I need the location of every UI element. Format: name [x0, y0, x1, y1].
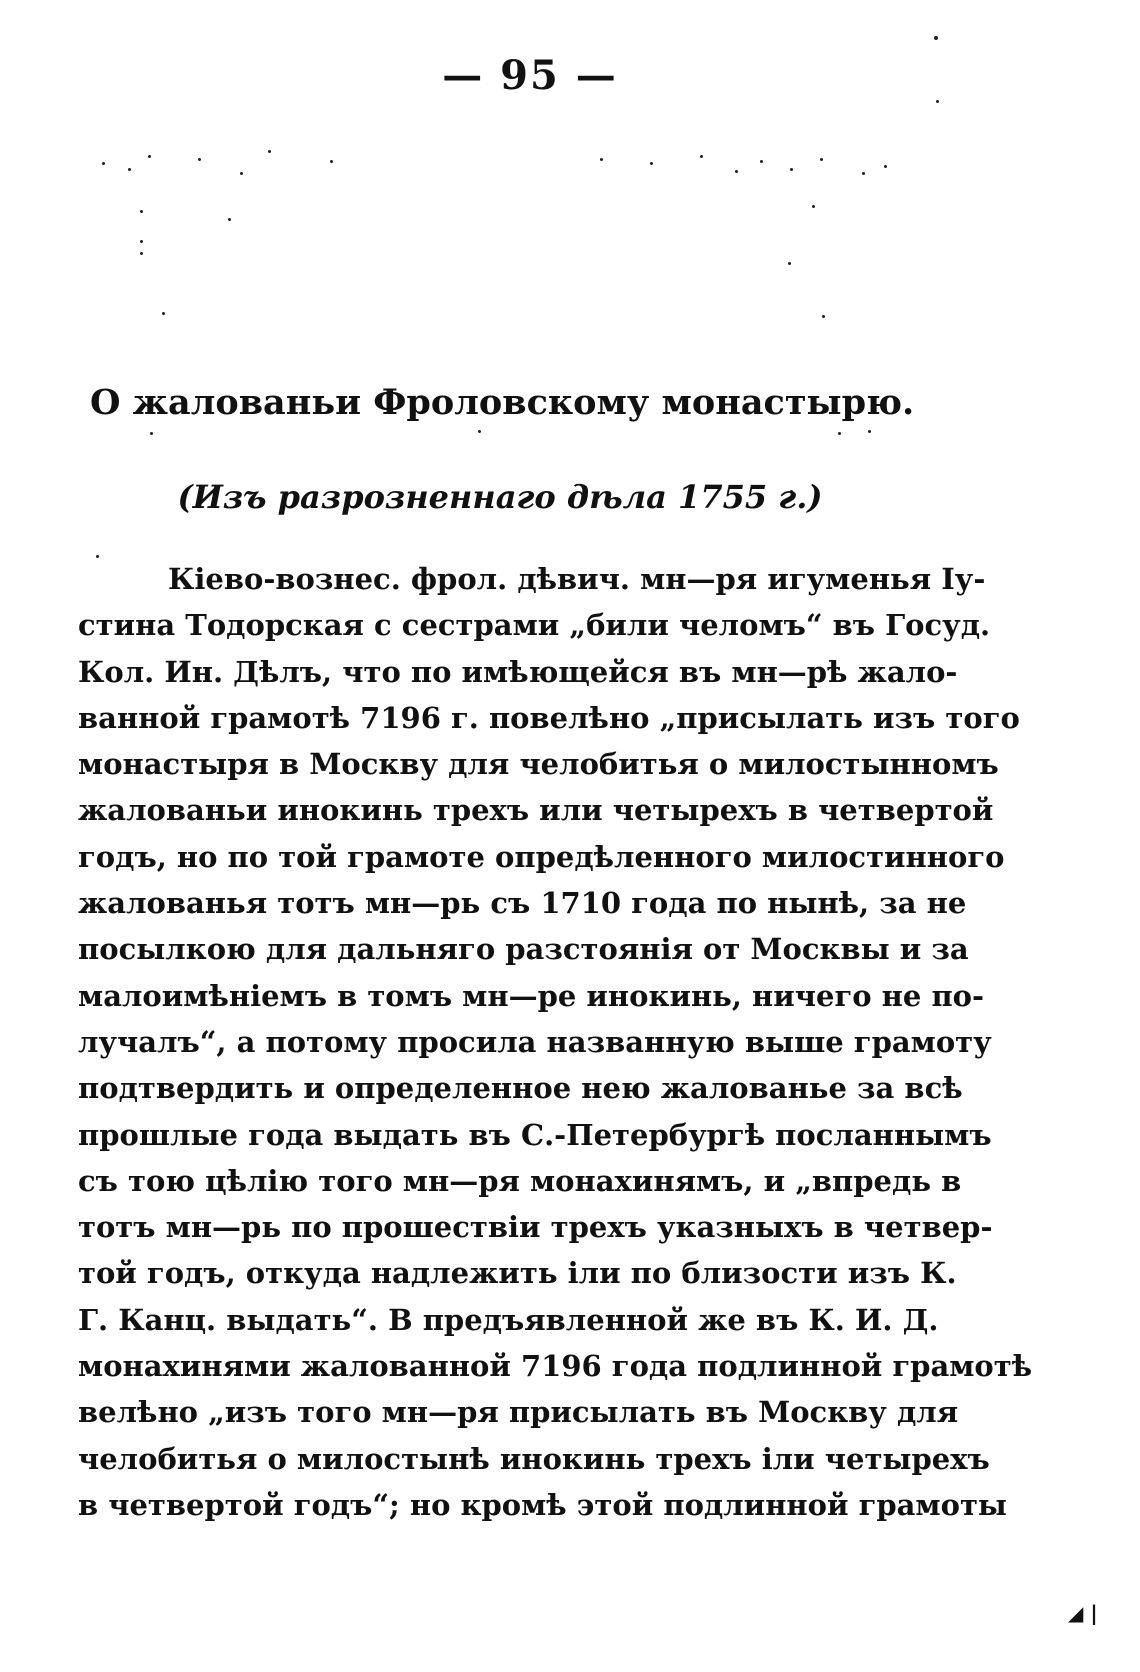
print-speck [884, 165, 887, 168]
print-speck [838, 432, 841, 435]
body-line: посылкою для дальняго разстоянія от Москвы и за [78, 932, 969, 967]
body-line: той годъ, откуда надлежить іли по близости изъ К. [78, 1256, 957, 1291]
print-speck [330, 160, 333, 163]
print-speck [198, 158, 201, 161]
body-line: в четвертой годъ“; но кромѣ этой подлинной грамоты [78, 1487, 1008, 1522]
article-source-note: (Изъ разрозненнаго дѣла 1755 г.) [177, 478, 823, 516]
print-speck [140, 252, 143, 255]
body-line: жалованьи инокинь трехъ или четырехъ в четвертой [78, 793, 994, 828]
body-line: ванной грамотѣ 7196 г. повелѣно „присылать изъ того [78, 700, 1020, 735]
article-body [78, 556, 1033, 1528]
print-speck [140, 210, 143, 213]
body-line: годъ, но по той грамоте опредѣленного милостинного [78, 839, 1005, 874]
body-line: стина Тодорская с сестрами „били челомъ“ въ Госуд. [78, 608, 991, 643]
print-speck [934, 36, 938, 40]
print-speck [700, 155, 703, 158]
body-line: подтвердить и определенное нею жалованье за всѣ [78, 1071, 963, 1106]
print-speck [820, 158, 823, 161]
print-speck [862, 172, 865, 175]
print-speck [102, 162, 105, 165]
body-line: съ тою цѣлію того мн—ря монахинямъ, и „впредь в [78, 1163, 962, 1198]
body-line: велѣно „изъ того мн—ря присылать въ Москву для [78, 1395, 959, 1430]
body-line: тотъ мн—рь по прошествіи трехъ указныхъ в четвер- [78, 1210, 993, 1245]
body-line: монастыря в Москву для челобитья о милостынномъ [78, 747, 999, 782]
page-number: — 95 — [442, 52, 618, 99]
print-speck [788, 262, 791, 265]
print-speck [148, 155, 151, 158]
print-speck [650, 162, 653, 165]
print-speck [478, 430, 481, 433]
print-speck [600, 158, 603, 161]
body-line: монахинями жалованной 7196 года подлинной грамотѣ [78, 1349, 1033, 1384]
body-line: прошлые года выдать въ С.-Петербургѣ посланнымъ [78, 1117, 992, 1152]
print-speck [936, 100, 939, 103]
print-speck [240, 172, 243, 175]
print-speck [735, 170, 738, 173]
body-line: жалованья тотъ мн—рь съ 1710 года по нынѣ, за не [78, 886, 967, 921]
article-title: О жалованьи Фроловскому монастырю. [90, 382, 915, 423]
print-speck [868, 430, 871, 433]
body-line: челобитья о милостынѣ инокинь трехъ іли четырехъ [78, 1441, 990, 1476]
print-speck [822, 315, 825, 318]
margin-mark: ◢ | [1068, 1601, 1098, 1625]
print-speck [268, 150, 271, 153]
print-speck [812, 205, 815, 208]
print-speck [162, 312, 165, 315]
print-speck [760, 160, 763, 163]
print-speck [140, 240, 143, 243]
body-line: лучалъ“, а потому просила названную выше грамоту [78, 1024, 992, 1059]
body-line: Г. Канц. выдать“. В предъявленной же въ К. И. Д. [78, 1302, 939, 1337]
print-speck [228, 218, 231, 221]
body-line: Кіево-вознес. фрол. дѣвич. мн—ря игуменья Іу- [168, 562, 986, 596]
print-speck [128, 168, 131, 171]
body-line: малоимѣніемъ в томъ мн—ре инокинь, ничего не по- [78, 978, 985, 1013]
print-speck [150, 432, 153, 435]
print-speck [790, 168, 793, 171]
body-line: Кол. Ин. Дѣлъ, что по имѣющейся въ мн—рѣ жало- [78, 654, 958, 689]
